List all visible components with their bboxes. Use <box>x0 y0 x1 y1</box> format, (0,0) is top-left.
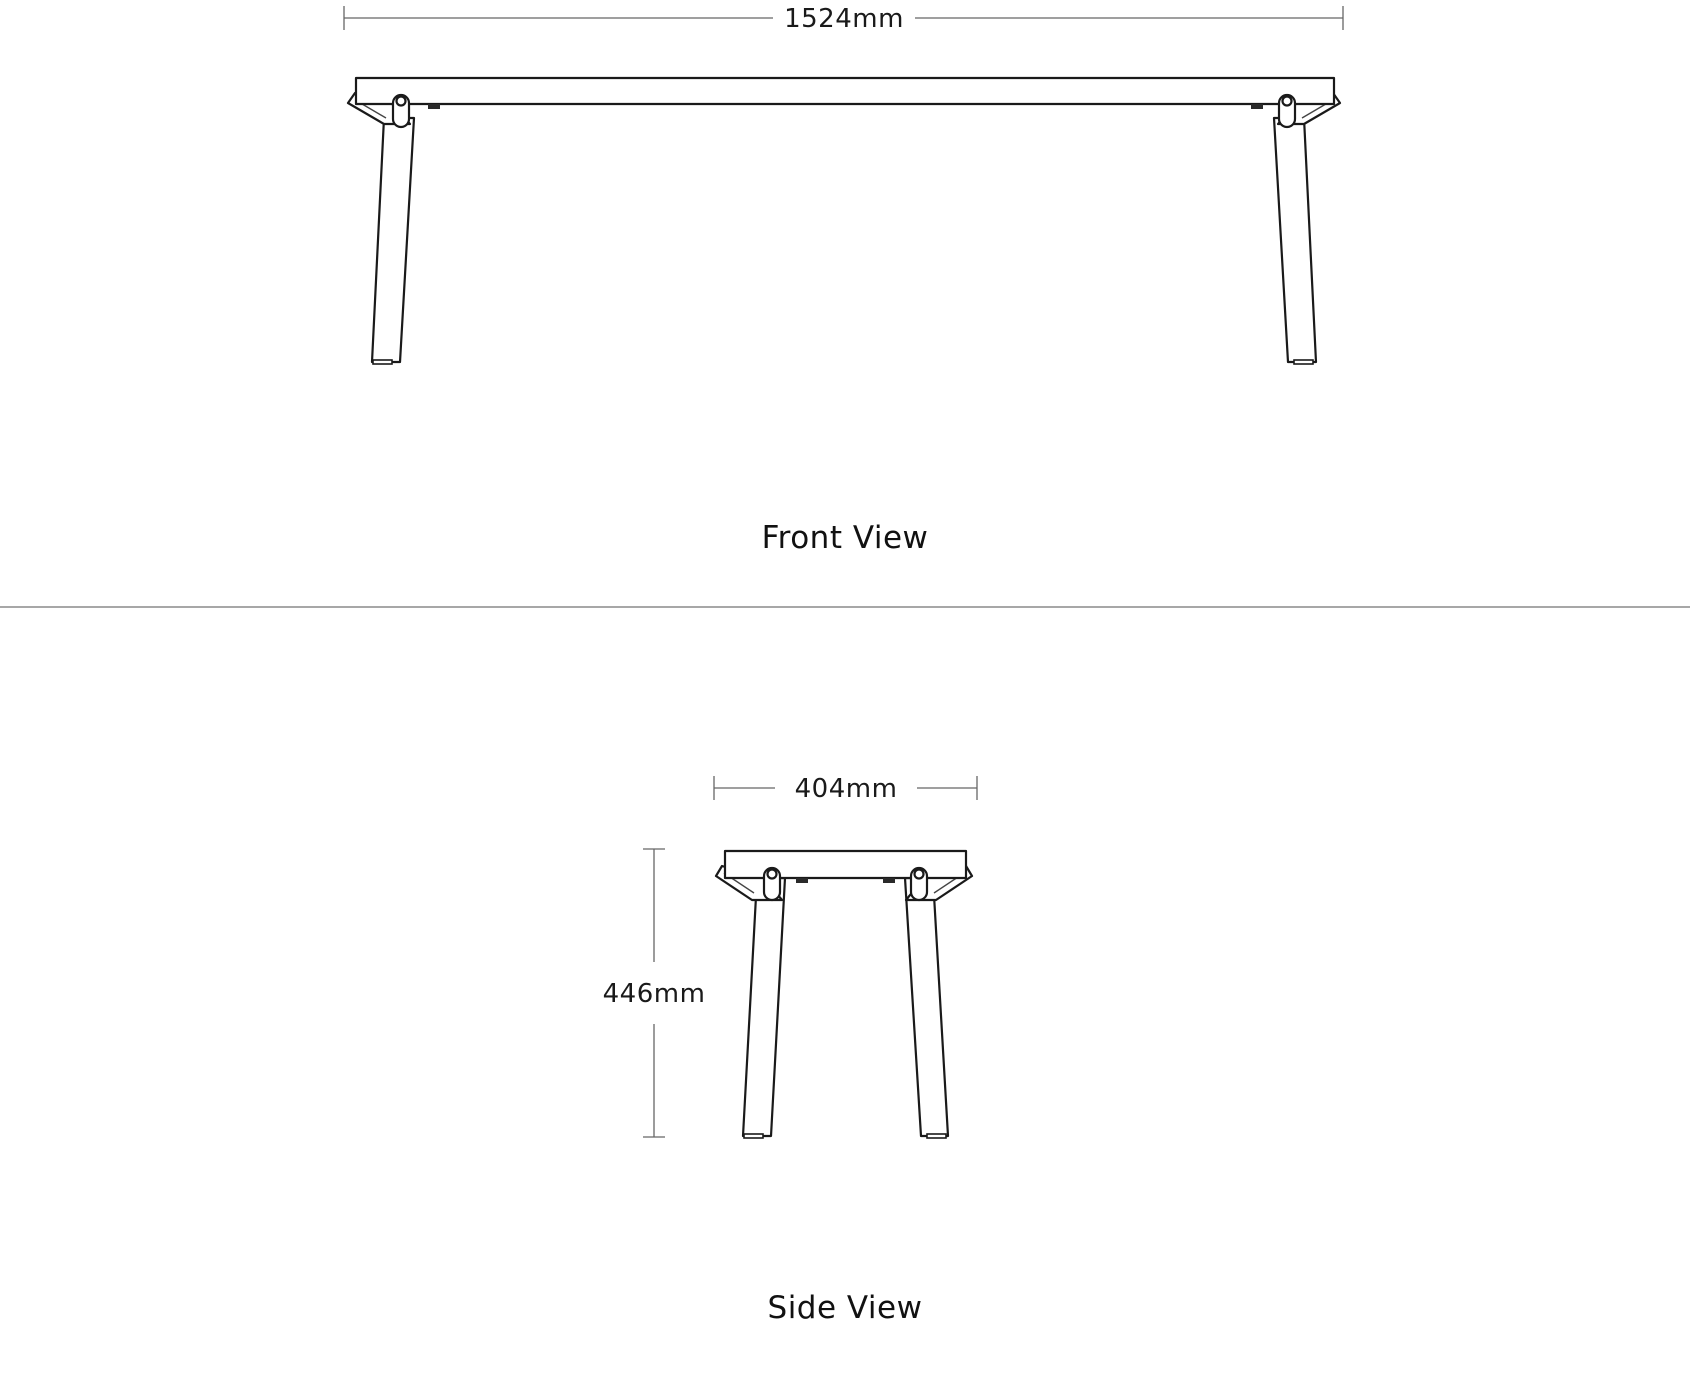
side-view <box>603 774 977 1326</box>
front-width-dimension <box>344 4 1343 34</box>
side-view-title: Side View <box>767 1290 923 1326</box>
side-depth-label: 404mm <box>794 774 898 804</box>
side-height-dimension <box>603 849 706 1137</box>
front-view-title: Front View <box>761 520 929 556</box>
side-depth-dimension <box>714 774 977 804</box>
front-width-label: 1524mm <box>784 4 904 34</box>
side-height-label: 446mm <box>602 979 706 1009</box>
front-view <box>344 4 1343 556</box>
front-bench-outline <box>348 78 1340 364</box>
side-bench-outline <box>716 851 972 1138</box>
